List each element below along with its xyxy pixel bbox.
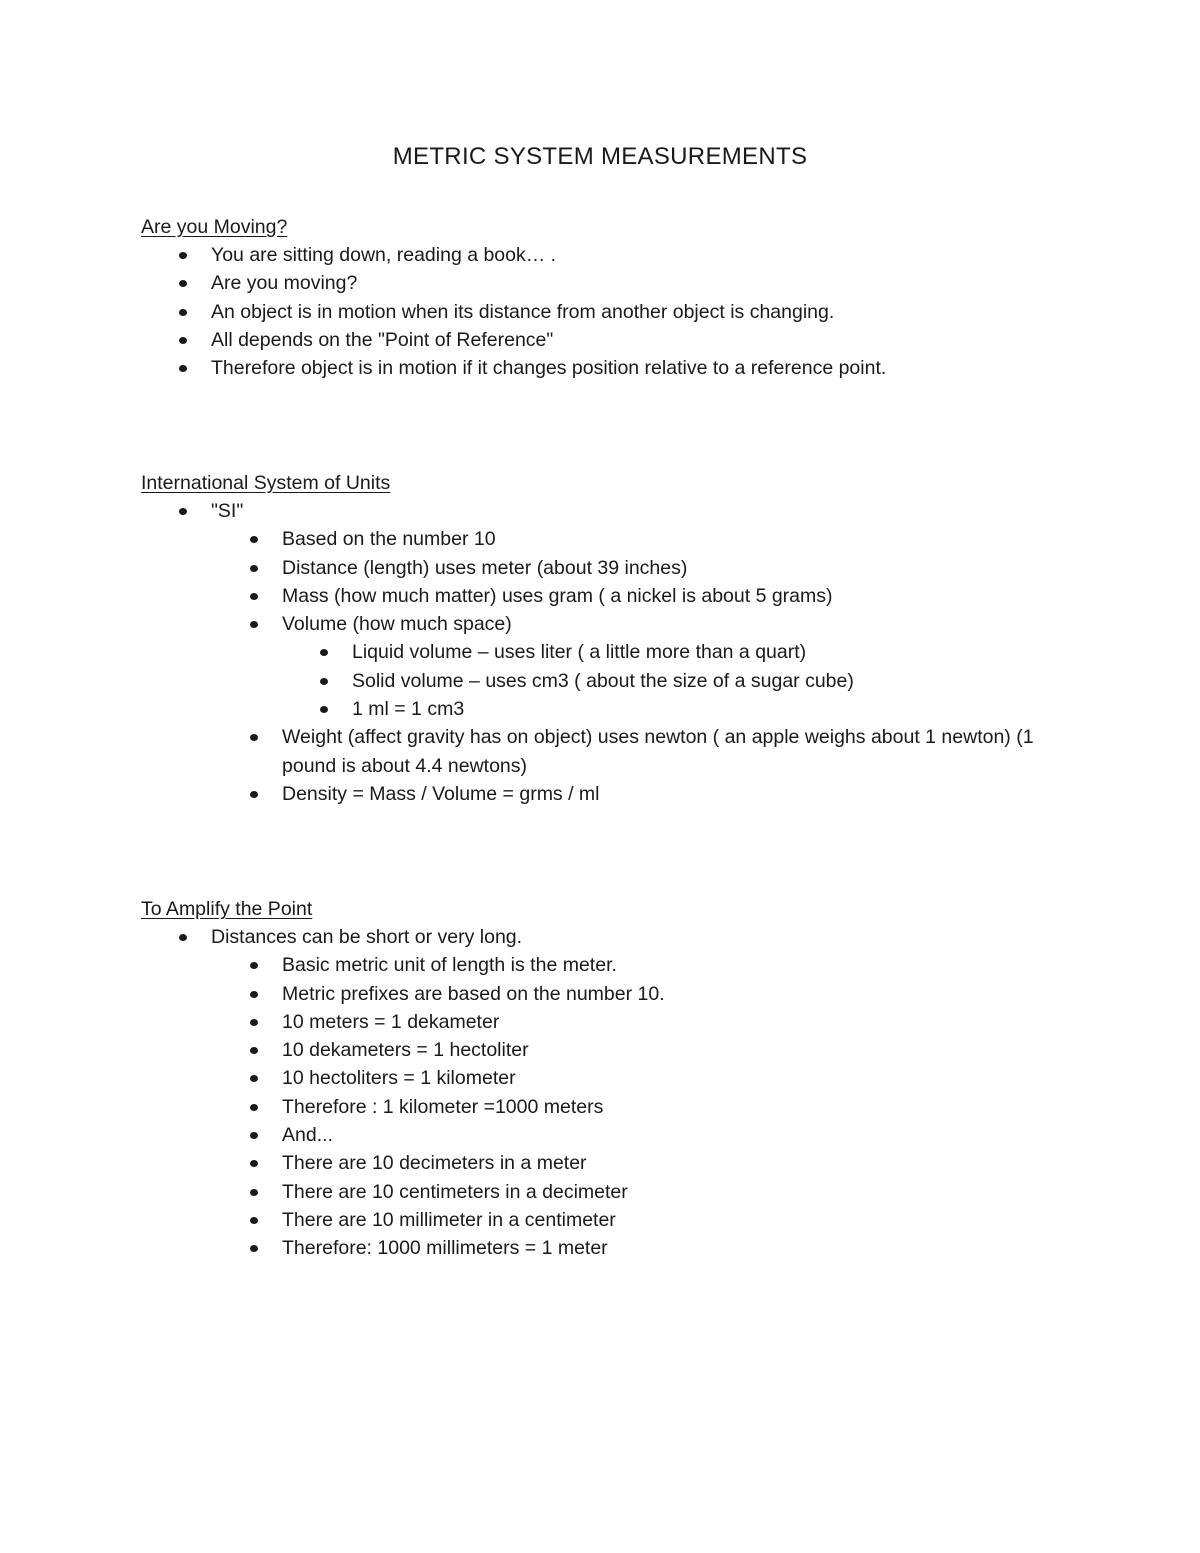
bullet-icon bbox=[250, 1047, 258, 1054]
list-item bbox=[141, 1149, 1041, 1177]
list-item-text: There are 10 millimeter in a centimeter bbox=[282, 1208, 616, 1231]
list-item bbox=[141, 780, 1041, 808]
list-item-text: Volume (how much space) bbox=[282, 613, 512, 636]
section-international-system-of-units bbox=[141, 469, 1041, 808]
bullet-icon bbox=[250, 565, 258, 572]
list-item-text: 10 dekameters = 1 hectoliter bbox=[282, 1039, 529, 1062]
bullet-icon bbox=[250, 991, 258, 998]
list-item-text: Distances can be short or very long. bbox=[211, 926, 523, 948]
list-item bbox=[141, 1121, 1041, 1149]
list-item bbox=[141, 497, 1041, 525]
list-item bbox=[141, 667, 1041, 695]
list-item bbox=[141, 1206, 1041, 1234]
list-item bbox=[141, 1008, 1041, 1036]
bullet-icon bbox=[179, 337, 187, 344]
bullet-icon bbox=[250, 1104, 258, 1111]
bullet-icon bbox=[250, 1245, 258, 1252]
list-item bbox=[141, 1178, 1041, 1206]
list-item-text: An object is in motion when its distance from another object is changing. bbox=[211, 300, 835, 323]
list-item bbox=[141, 554, 1041, 582]
section-heading: To Amplify the Point bbox=[141, 898, 313, 920]
list-item bbox=[141, 582, 1041, 610]
list-item bbox=[141, 723, 1042, 780]
list-item-text: All depends on the "Point of Reference" bbox=[211, 328, 554, 351]
bullet-icon bbox=[250, 962, 258, 969]
bullet-icon bbox=[320, 649, 328, 656]
section-to-amplify-the-point bbox=[141, 895, 1041, 1263]
list-item-text: Mass (how much matter) uses gram ( a nickel is about 5 grams) bbox=[282, 584, 833, 607]
list-item bbox=[141, 695, 1041, 723]
list-item-text: Therefore object is in motion if it changes position relative to a reference point. bbox=[211, 357, 887, 380]
list-item bbox=[141, 980, 1041, 1008]
list-item bbox=[141, 951, 1041, 979]
bullet-icon bbox=[250, 593, 258, 600]
bullet-icon bbox=[250, 1019, 258, 1026]
list-item-text: There are 10 decimeters in a meter bbox=[282, 1152, 587, 1175]
list-item-text: 10 meters = 1 dekameter bbox=[282, 1010, 500, 1033]
bullet-icon bbox=[179, 365, 187, 372]
list-item bbox=[141, 638, 1041, 666]
list-item bbox=[141, 1234, 1041, 1262]
list-item bbox=[141, 241, 1041, 269]
bullet-icon bbox=[250, 1189, 258, 1196]
list-item-text: Metric prefixes are based on the number 10. bbox=[282, 982, 665, 1005]
list-item-text: Weight (affect gravity has on object) uses newton ( an apple weighs about 1 newton) (1 pound is about 4.4 newtons) bbox=[282, 726, 1034, 777]
page-title: METRIC SYSTEM MEASUREMENTS bbox=[392, 143, 808, 170]
bullet-icon bbox=[250, 621, 258, 628]
bullet-icon bbox=[250, 1160, 258, 1167]
list-item-text: Liquid volume – uses liter ( a little more than a quart) bbox=[352, 641, 807, 664]
list-item bbox=[141, 610, 1041, 638]
list-item-text: Therefore : 1 kilometer =1000 meters bbox=[282, 1095, 604, 1118]
bullet-icon bbox=[250, 1075, 258, 1082]
list-item-text: 1 ml = 1 cm3 bbox=[352, 698, 465, 721]
list-item-text: Are you moving? bbox=[211, 272, 358, 295]
bullet-icon bbox=[250, 536, 258, 543]
list-item bbox=[141, 1093, 1041, 1121]
list-item bbox=[141, 298, 1041, 326]
section-heading: Are you Moving? bbox=[141, 216, 288, 238]
list-item-text: There are 10 centimeters in a decimeter bbox=[282, 1180, 628, 1203]
list-item bbox=[141, 326, 1041, 354]
list-item bbox=[141, 269, 1041, 297]
list-item-text: And... bbox=[282, 1124, 333, 1147]
list-item bbox=[141, 354, 1041, 382]
bullet-icon bbox=[179, 280, 187, 287]
list-item bbox=[141, 1064, 1041, 1092]
bullet-icon bbox=[250, 791, 258, 798]
list-item-text: "SI" bbox=[211, 500, 244, 522]
list-item bbox=[141, 923, 1041, 951]
section-heading: International System of Units bbox=[141, 472, 391, 494]
bullet-icon bbox=[250, 734, 258, 741]
bullet-icon bbox=[320, 706, 328, 713]
bullet-icon bbox=[179, 934, 187, 941]
list-item-text: 10 hectoliters = 1 kilometer bbox=[282, 1067, 516, 1090]
bullet-icon bbox=[179, 252, 187, 259]
list-item-text: Based on the number 10 bbox=[282, 528, 496, 551]
list-item-text: Basic metric unit of length is the meter. bbox=[282, 954, 617, 977]
section-are-you-moving bbox=[141, 213, 1041, 382]
list-item-text: You are sitting down, reading a book… . bbox=[211, 244, 557, 266]
list-item-text: Therefore: 1000 millimeters = 1 meter bbox=[282, 1237, 608, 1260]
list-item-text: Density = Mass / Volume = grms / ml bbox=[282, 782, 600, 805]
list-item-text: Distance (length) uses meter (about 39 inches) bbox=[282, 556, 688, 579]
bullet-icon bbox=[179, 309, 187, 316]
list-item bbox=[141, 525, 1041, 553]
bullet-icon bbox=[179, 508, 187, 515]
list-item-text: Solid volume – uses cm3 ( about the size of a sugar cube) bbox=[352, 669, 854, 692]
bullet-icon bbox=[250, 1217, 258, 1224]
bullet-icon bbox=[250, 1132, 258, 1139]
bullet-icon bbox=[320, 678, 328, 685]
list-item bbox=[141, 1036, 1041, 1064]
